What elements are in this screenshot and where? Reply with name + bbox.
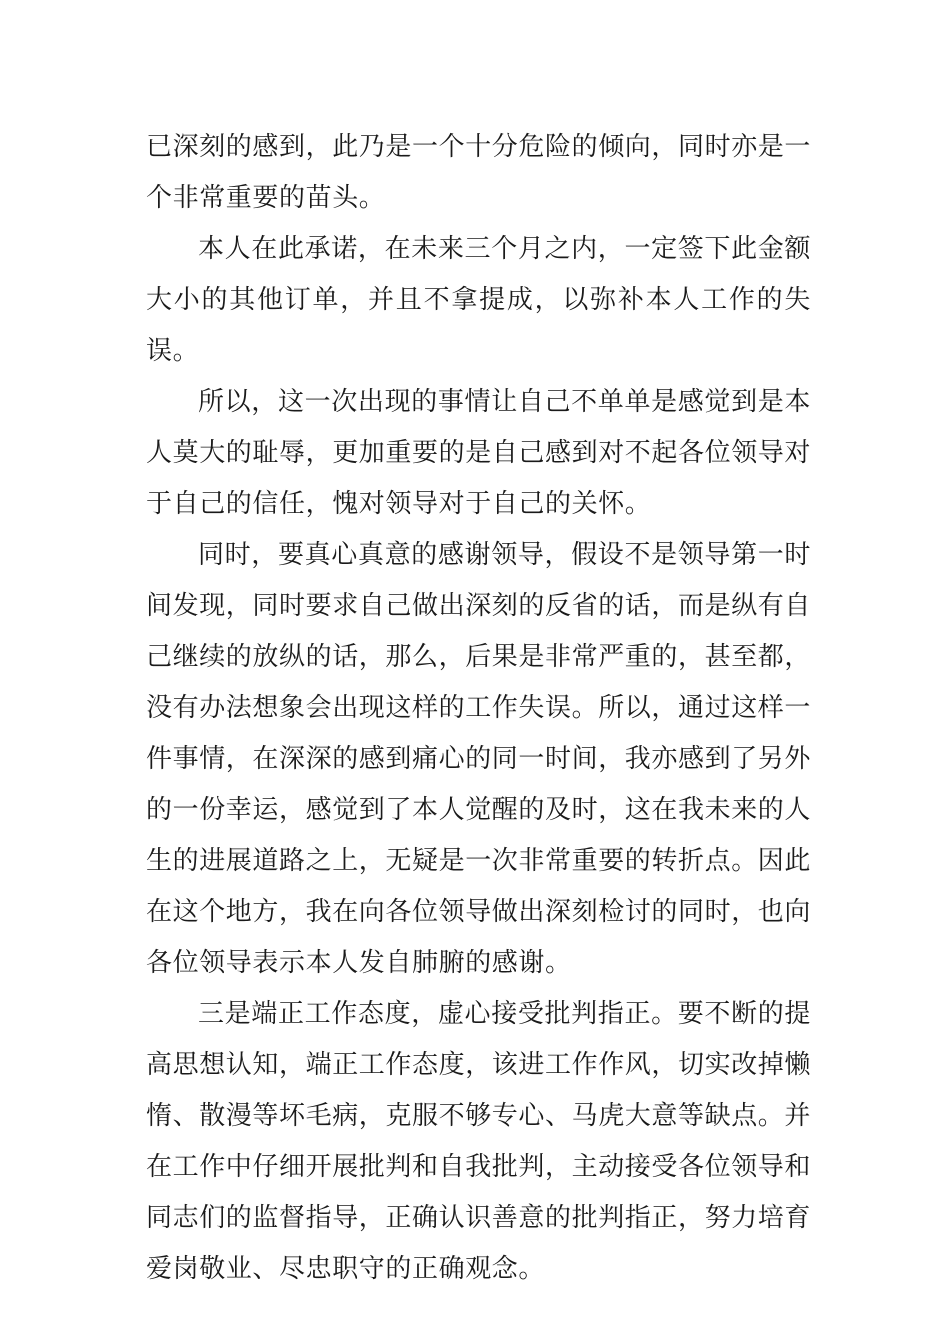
paragraph-3: 所以，这一次出现的事情让自己不单单是感觉到是本人莫大的耻辱，更加重要的是自己感到对不起各位领导对于自己的信任，愧对领导对于自己的关怀。 bbox=[146, 387, 812, 519]
paragraph-1: 已深刻的感到，此乃是一个十分危险的倾向，同时亦是一个非常重要的苗头。 bbox=[146, 132, 812, 213]
paragraph-4: 同时，要真心真意的感谢领导，假设不是领导第一时间发现，同时要求自己做出深刻的反省的话，而是纵有自己继续的放纵的话，那么，后果是非常严重的，甚至都，没有办法想象会出现这样的工作失误。所以，通过这样一件事情，在深深的感到痛心的同一时间，我亦感到了另外的一份幸运，感觉到了本人觉醒的及时，这在我未来的人生的进展道路之上，无疑是一次非常重要的转折点。因此在这个地方，我在向各位领导做出深刻检讨的同时，也向各位领导表示本人发自肺腑的感谢。 bbox=[146, 540, 812, 978]
document-body bbox=[146, 122, 811, 1295]
paragraph-5: 三是端正工作态度，虚心接受批判指正。要不断的提高思想认知，端正工作态度，该进工作作风，切实改掉懒惰、散漫等坏毛病，克服不够专心、马虎大意等缺点。并在工作中仔细开展批判和自我批判，主动接受各位领导和同志们的监督指导，正确认识善意的批判指正，努力培育爱岗敬业、尽忠职守的正确观念。 bbox=[146, 999, 812, 1284]
paragraph-2: 本人在此承诺，在未来三个月之内，一定签下此金额大小的其他订单，并且不拿提成，以弥补本人工作的失误。 bbox=[146, 234, 811, 366]
